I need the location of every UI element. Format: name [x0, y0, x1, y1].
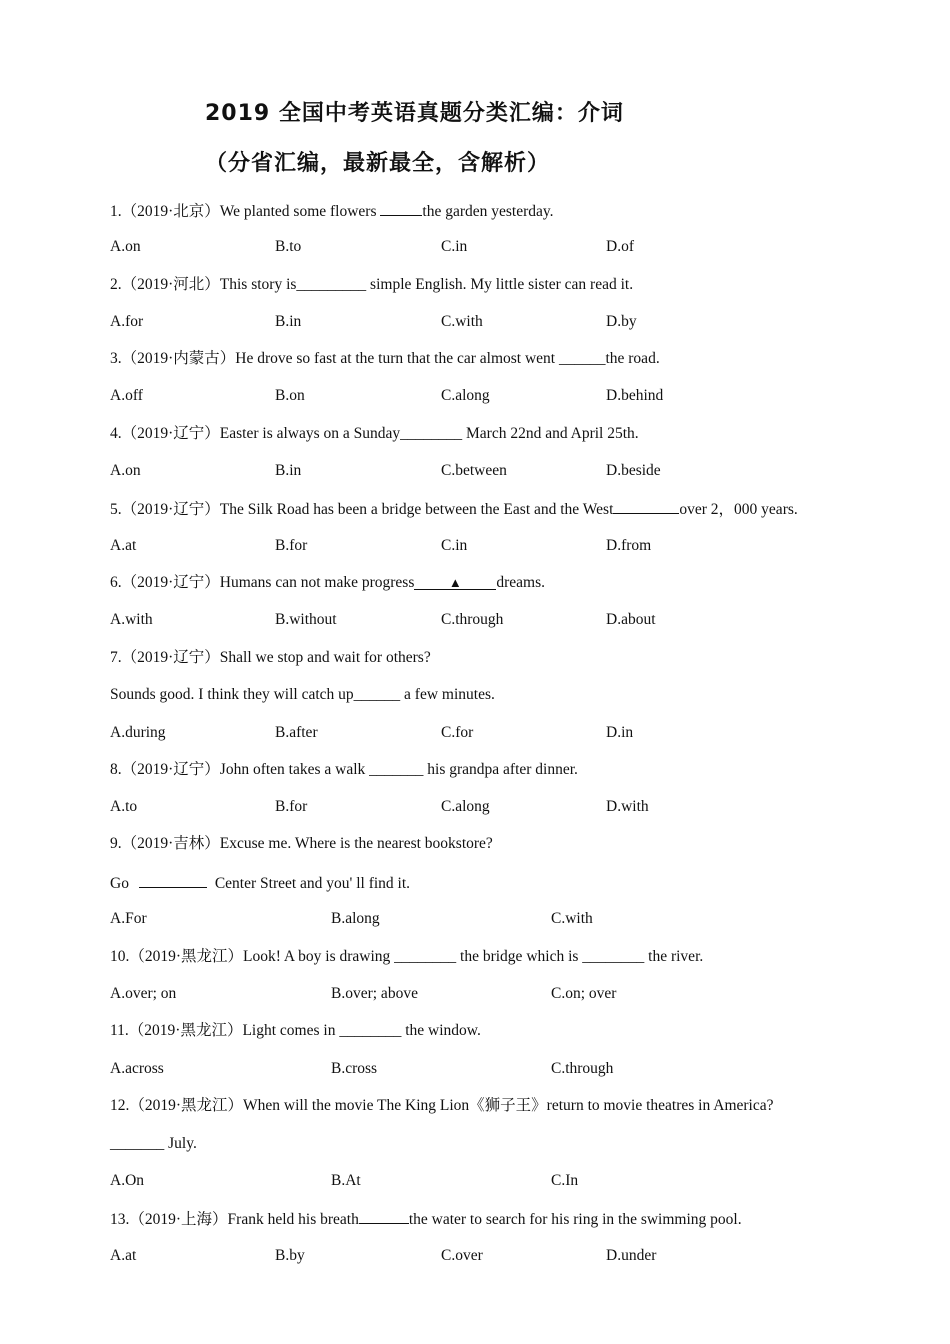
option-a: A.for — [110, 313, 144, 330]
option-a: A.during — [110, 724, 166, 741]
option-b: B.to — [275, 238, 302, 255]
question-13: 13.（2019·上海）Frank held his breath the water to search for his ring in the swimming pool. — [110, 1208, 742, 1230]
question-10: 10.（2019·黑龙江）Look! A boy is drawing ________ the bridge which is ________ the river. — [110, 948, 704, 965]
option-b: B.for — [275, 537, 308, 554]
answer-blank — [359, 1208, 409, 1224]
question-5: 5.（2019·辽宁）The Silk Road has been a bridge between the East and the West over 2，000 years. — [110, 498, 798, 520]
answer-blank — [613, 498, 679, 514]
option-a: A.off — [110, 387, 143, 404]
question-7-response: Sounds good. I think they will catch up______ a few minutes. — [110, 686, 495, 703]
question-11: 11.（2019·黑龙江）Light comes in ________ the window. — [110, 1022, 481, 1039]
option-a: A.at — [110, 537, 137, 554]
option-b: B.At — [331, 1172, 361, 1189]
question-1: 1.（2019·北京）We planted some flowers the garden yesterday. — [110, 200, 554, 222]
option-b: B.cross — [331, 1060, 378, 1077]
option-b: B.without — [275, 611, 337, 628]
option-a: A.with — [110, 611, 153, 628]
question-2: 2.（2019·河北）This story is_________ simple English. My little sister can read it. — [110, 276, 634, 293]
option-a: A.over; on — [110, 985, 177, 1002]
option-d: D.with — [606, 798, 649, 815]
option-d: D.under — [606, 1247, 657, 1264]
option-d: D.from — [606, 537, 652, 554]
option-d: D.of — [606, 238, 634, 255]
answer-blank — [380, 200, 422, 216]
option-d: D.by — [606, 313, 637, 330]
option-d: D.in — [606, 724, 634, 741]
option-a: A.On — [110, 1172, 145, 1189]
option-c: C.with — [551, 910, 593, 927]
question-12-response: _______ July. — [110, 1135, 197, 1152]
option-a: A.at — [110, 1247, 137, 1264]
option-b: B.after — [275, 724, 318, 741]
option-b: B.for — [275, 798, 308, 815]
option-c: C.on; over — [551, 985, 617, 1002]
option-a: A.across — [110, 1060, 164, 1077]
question-12: 12.（2019·黑龙江）When will the movie The King Lion《狮子王》return to movie theatres in America? — [110, 1097, 774, 1114]
question-8: 8.（2019·辽宁）John often takes a walk _______ his grandpa after dinner. — [110, 761, 578, 778]
option-c: C.over — [441, 1247, 483, 1264]
document-subtitle: （分省汇编，最新最全，含解析） — [205, 151, 551, 176]
option-b: B.along — [331, 910, 380, 927]
question-9: 9.（2019·吉林）Excuse me. Where is the nearest bookstore? — [110, 835, 493, 852]
option-d: D.beside — [606, 462, 661, 479]
option-a: A.to — [110, 798, 138, 815]
option-c: C.along — [441, 387, 490, 404]
option-a: A.on — [110, 238, 141, 255]
option-c: C.along — [441, 798, 490, 815]
option-c: C.through — [441, 611, 504, 628]
question-6: 6.（2019·辽宁）Humans can not make progress ▲ dreams. — [110, 574, 545, 591]
option-c: C.with — [441, 313, 483, 330]
option-c: C.In — [551, 1172, 579, 1189]
option-d: D.about — [606, 611, 656, 628]
option-a: A.For — [110, 910, 147, 927]
question-7: 7.（2019·辽宁）Shall we stop and wait for others? — [110, 649, 431, 666]
option-b: B.in — [275, 313, 302, 330]
option-c: C.between — [441, 462, 507, 479]
option-c: C.in — [441, 537, 468, 554]
document-title: 2019 全国中考英语真题分类汇编：介词 — [205, 101, 624, 126]
triangle-blank-icon: ▲ — [414, 573, 496, 590]
option-a: A.on — [110, 462, 141, 479]
question-3: 3.（2019·内蒙古）He drove so fast at the turn that the car almost went ______the road. — [110, 350, 660, 367]
option-b: B.in — [275, 462, 302, 479]
option-b: B.over; above — [331, 985, 418, 1002]
option-c: C.in — [441, 238, 468, 255]
question-4: 4.（2019·辽宁）Easter is always on a Sunday________ March 22nd and April 25th. — [110, 425, 639, 442]
option-b: B.by — [275, 1247, 305, 1264]
question-9-response: Go Center Street and you' ll find it. — [110, 872, 410, 894]
answer-blank — [139, 872, 207, 888]
option-d: D.behind — [606, 387, 664, 404]
option-c: C.for — [441, 724, 474, 741]
option-b: B.on — [275, 387, 305, 404]
option-c: C.through — [551, 1060, 614, 1077]
